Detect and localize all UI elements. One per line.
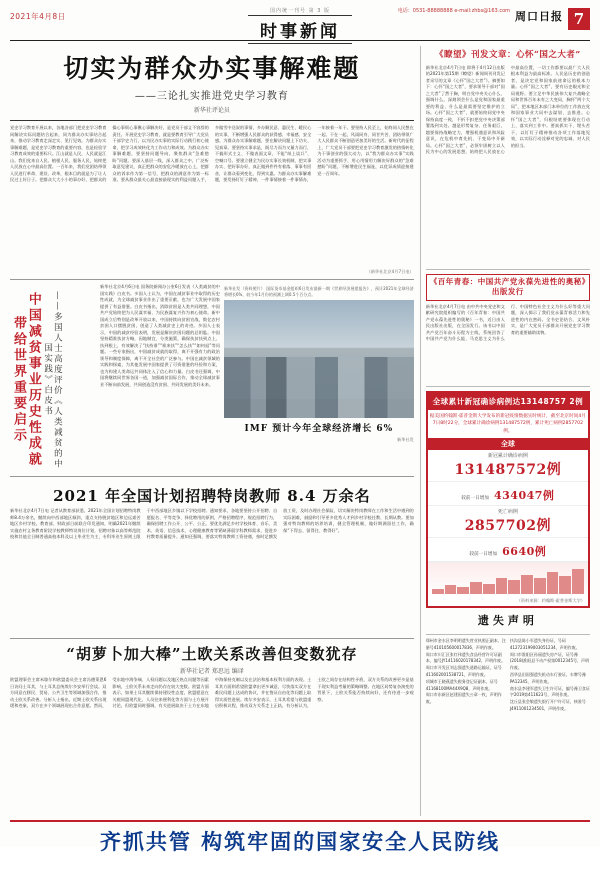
list-item: 项城市王晓燕遗失税务登记证副本，证号41168100MA44X9Q8，声明作废。 [425,678,498,691]
book100-body: 新华社北京4月7日电 由中共中央党史和文献研究院组织编写的《百年青春：中国共产党永葆先进性的奥秘》一书，近日由人民出版社出版，在全国发行。该书以中国共产党百年奋斗历程为主线，系统回答了中国共产党为什么能、马克思主义为什么行、中国特色社会主义为什么好等重大问题，深入揭示了我们党永葆青春活力和先进性的内在密码。全书史论结合、文风朴实，是广大党员干部群众开展党史学习教育的重要辅助读物。 [425,303,590,342]
covid-row-value: 434047例 [493,488,555,502]
list-item: 西华县田国强遗失机动车行驶证，车牌号豫PA12345，声明作废。 [509,671,586,684]
qiushi-article [426,46,590,270]
page-number-badge: 7 [568,8,590,30]
covid-row [428,506,588,538]
lead-byline: 新华社评论员 [193,107,230,114]
photo-credit: 新华社发 [396,437,414,442]
masthead-center [248,7,352,44]
paper-name: 周口日报 [515,10,563,23]
lost-notice-title: 遗失声明 [477,613,538,627]
lost-notice-column [510,638,590,713]
publication-date: 2021年4月8日 [10,12,66,21]
list-item: 周口市淮阳区孙丽遗失房产证，证号豫(2018)淮阳县不动产权第0012345号，声明作废。 [509,651,589,671]
qiushi-title: 《瞭望》刊发文章：心怀“国之大者” [434,50,581,60]
teacher-body: 新华社北京4月7日电 记者从教育部获悉，2021年全国计划招聘特岗教师8.4万余名，继续向中西部地区倾斜，重点支持脱贫地区和边远艰苦地区乡村学校。教育部、财政部日前联合印发通知，明确2021年继续实施农村义务教育阶段学校教师特设岗位计划，招聘对象以高等师范院校和其他全日制普通高校本科及以上毕业生为主，专科毕业生原则上限于中西部地区乡镇以下学校招聘。通知要求，各地要坚持公开招聘、自愿报名、平等竞争、择优聘用的原则，严格招聘程序，规范招聘行为，确保招聘工作公开、公平、公正。要优先满足乡村学校体育、音乐、美术、英语、信息技术、心理健康教育等紧缺薄弱学科教师需求，促进乡村教育质量提升。通知还强调，要落实特岗教师工资待遇，按时足额发放工资，及时办理社会保险，切实解决特岗教师在工作和生活中遇到的实际困难，鼓励和引导更多优秀人才到乡村学校任教、长期从教。要加强对特岗教师的培养培训，健全管理机制，做好期满留任工作，确保“下得去、留得住、教得好”。 [10,508,414,539]
imf-chart-caption: IMF 预计今年全球经济增长 6% [244,424,394,434]
covid-row-label: 死亡病例 [497,508,518,515]
lost-notice-section [426,608,590,816]
covid-region-label: 全球 [428,438,588,450]
masthead-issue-info: 国内统一刊号 第 3 版 [270,8,330,14]
covid-row [428,538,588,562]
covid-row [428,450,588,482]
page-columns [10,46,590,816]
lost-notice-grid [426,638,590,713]
lead-source: （新华社北京4月7日电） [366,269,414,274]
book-body: 新华社北京4月6日电 国务院新闻办公室6日发表《人类减贫的中国实践》白皮书。多国人士认为，中国在减贫事业中取得的历史性成就，为全球减贫事业作出了重要贡献，也为广大发展中国家提供了有益借鉴。白皮书指出，消除贫困是人类共同理想，中国共产党始终把为人民谋幸福、为民族谋复兴作为初心使命。新中国成立后特别是改革开放以来，中国持续向贫困宣战，数亿农村贫困人口摆脱贫困，创造了人类减贫史上的奇迹。多国人士表示，中国的减贫经验表明，发展是解决贫困问题的总钥匙。中国坚持精准扶贫方略，因地制宜、分类施策，确保扶贫扶到点上、扶到根上，有效解决了“扶持谁”“谁来扶”“怎么扶”“如何退”等问题。一些专家指出，中国减贫成就的取得，离不开强有力的政治领导和制度保障，离不开全社会的广泛参与。中国在减贫领域的实践和探索，为其他发展中国家提供了可资借鉴的经验和方案，也为构建人类命运共同体注入了信心和力量。白皮书还强调，中国将继续同世界各国一道，加强减贫国际合作，推动全球减贫事业不断向前发展，共同创造没有贫困、共同发展的美好未来。 [100,284,220,387]
covid-subtext: 据美国约翰斯·霍普金斯大学发布的新冠疫情数据实时统计，截至北京时间4月7日8时22分，全球累计确诊病例131487572例，累计死亡病例2857702例。 [429,413,586,434]
masthead [10,6,590,41]
list-item: 商水县李建军遗失卫生许可证，编号豫卫食证字2019第411623号，声明作废。 [509,685,590,698]
lead-subhead: ——三论扎实推进党史学习教育 [134,91,289,102]
list-item: 郑州市金水区李明明遗失营业执照正副本，注册号410105600017836，声明作废。 [425,637,506,650]
covid-row [428,482,588,506]
covid-panel [426,391,590,608]
list-item: 周口市开发区刘志强遗失道路运输证，证号411602001538721，声明作废。 [425,665,502,677]
covid-trend-chart [428,562,588,597]
footer-slogan: 齐抓共管 构筑牢固的国家安全人民防线 [99,829,501,854]
book100-title: 《百年青春：中国共产党永葆先进性的奥秘》出版发行 [426,274,590,301]
section-title: 时事新闻 [248,15,352,44]
teacher-title: 2021 年全国计划招聘特岗教师 8.4 万余名 [53,487,371,505]
covid-row-value: 6640例 [502,544,547,558]
lost-notice-column [426,638,506,713]
lead-headline-block [10,46,414,121]
lead-body: 党史学习教育开展以来，各地各部门把党史学习教育同解决实际问题结合起来，同为群众办实事结合起来，推动学习教育走深走实、见行见效。为群众办实事解难题，是党史学习教育的重要内容，也是检验学习教育成效的重要标尺。江山就是人民，人民就是江山。我们党来自人民、植根人民、服务人民，始终把人民放在心中最高位置。一百年来，我们党团结带领人民进行革命、建设、改革，根本目的就是为了让人民过上好日子。把群众大大小小的事办好，把群众的操心事烦心事揪心事解决好，是党员干部义不容辞的责任。开展党史学习教育，就是要教育引导广大党员干部学史力行，以为民办实事的实际行动践行初心使命，把学习成效转化为工作动力和成效。为群众办实事解难题，要坚持问题导向，聚焦群众“急难愁盼”问题。要深入基层一线，深入群众之中，广泛听取意见建议，真正把群众的安危冷暖放在心上，把群众的诉求作为第一信号，把群众的满意作为第一标准。要从群众最关心最直接最现实的利益问题入手，多做雪中送炭的事情，多办顺民意、惠民生、暖民心的实事，不断增强人民群众的获得感、幸福感、安全感。为群众办实事解难题，要在解决问题上下功夫、见真章。要坚持实事求是，既尽力而为又量力而行，不搞形式主义、不做表面文章，不能“纸上谈兵”、空喊口号。要建立健全为民办实事长效机制，把实事办实、把好事办好，真正做到件件有着落、事事有回音，让群众看到变化、得到实惠。为群众办实事解难题，要发扬钉钉子精神，一件事情接着一件事情办，一年接着一年干。要坚持人民至上，始终同人民想在一起、干在一起，风雨同舟、同甘共苦，团结带领广大人民群众不断创造更加美好的生活。新时代的征程上，广大党员干部要把党史学习教育激发的热情转化为干事创业的强大动力，以“我为群众办实事”实践活动为重要抓手，用心用情用力解决好群众的“急难愁盼”问题，不断增进民生福祉，以优异成绩迎接建党一百周年。 [10,125,414,182]
photo-caption-top: 新华社发（资料照片） 国际货币基金组织6日发布最新一期《世界经济展望报告》，预计2021年全球经济将增长6%，较今年1月份的预测上调0.5个百分点。 [224,286,414,297]
list-item: 周口市川汇区张红伟遗失食品经营许可证副本，编号JY14116020178342，声明作废。 [425,651,505,664]
right-section [420,46,590,816]
eu-title: “胡萝卜加大棒”土欧关系改善但变数犹存 [66,645,358,663]
covid-row-value: 131487572例 [454,461,562,478]
covid-source: （资料来源：约翰斯·霍普金斯大学） [516,597,585,603]
covid-row-label: 新冠累计确诊病例 [487,452,528,459]
covid-row-label: 较前一日增加 [461,495,489,501]
qiushi-body: 新华社北京4月7日电 即将于4月12日出版的2021年第15期《瞭望》新闻周刊刊发记者采写的文章《心怀“国之大者”》。摘要如下：心怀“国之大者”，要求领导干部对“国之大者”了然于胸，明白党中央关心什么、强调什么，深刻领会什么是党和国家最重要的利益、什么是最需要坚定维护的立场。心怀“国之大者”，就要始终同党中央保持高度一致，不折不扣把党中央决策部署落到实处。越是形势复杂、任务艰巨，越要保持战略定力，增强机遇意识和风险意识，在危机中育先机、于变局中开新局。心怀“国之大者”，必须牢固树立以人民为中心的发展思想，始终把人民放在心中最高位置，一切工作都要以最广大人民根本利益为最高标准。人民是历史的创造者，是决定党和国家前途命运的根本力量。心怀“国之大者”，要有历史眼光和全局视野。要立足中华民族伟大复兴战略全局和世界百年未有之大变局，胸怀“两个大局”，把本地区本部门本单位的工作放在党和国家事业大局中去谋划、去推进。心怀“国之大者”，归根结底要体现在行动上、落实到工作中。要真抓实干、埋头苦干，以钉钉子精神推动各项工作落地见效，以实际行动诠释对党的忠诚、对人民的担当。 [425,64,590,155]
eu-body: 欧盟理事会主席米歇尔和欧盟委员会主席冯德莱恩6日访问土耳其，与土耳其总统埃尔多安举行会谈。双方同意在移民、贸易、公共卫生等领域加强合作，推动土欧关系改善。分析人士指出，近期土欧关系出现缓和迹象，双方在多个领域展现出合作意愿。然而，受东地中海争端、人权问题以及地区热点问题等因素影响，土欧关系未来走向仍存在较大变数。欧盟方面表示，如果土耳其继续保持建设性态度，欧盟愿意在关税同盟现代化、人员往来便利化等方面与土方展开讨论。但欧盟同时强调，有关进展取决于土方在东地中海保持克制以及在法治和基本权利方面的表现。土耳其方面则希望欧盟拿出更多诚意，尽快落实双方在难民问题上达成的协议，并在签证自由化等问题上取得实质性进展。埃尔多安表示，土耳其希望与欧盟重启积极议程，推动双方关系走上正轨。有分析认为，土欧之间存在结构性矛盾，双方关系的改善更多是基于现实利益考量的策略调整。在地区局势复杂演变的背景下，土欧关系能否持续向好，还有待进一步观察。 [10,677,414,708]
list-item: 沈丘县张会敏遗失银行开户许可证，核准号J4911001234501，声明作废。 [509,699,586,711]
left-section [10,46,414,816]
covid-row-label: 较前一日增加 [469,551,498,557]
book-vertical-subtitle: ——多国人士高度评价《人类减贫的中国实践》白皮书 [42,290,63,470]
covid-row-value: 2857702例 [464,517,551,534]
list-item: 扶沟县陈小军遗失身份证，号码412723199003051234，声明作废。 [509,637,580,650]
covid-header: 全球累计新冠确诊病例达13148757 2例 [428,393,588,410]
book-vertical-title: 中国减贫事业历史性成就带给世界重要启示 [10,292,41,468]
book100-article [426,270,590,387]
eu-byline: 新华社记者 郑思远 编译 [179,668,244,675]
teacher-article [10,477,414,639]
news-photo [224,300,414,418]
page-title: 切实为群众办实事解难题 [63,54,361,83]
contact-info: 电话：0531-88888888 e-mail:zhbs@163.com [397,8,510,14]
middle-row [10,280,414,477]
list-item: 周口市东新区赵建国遗失公章一枚，声明作废。 [425,692,502,705]
lead-article [10,121,414,280]
masthead-right [398,6,590,30]
